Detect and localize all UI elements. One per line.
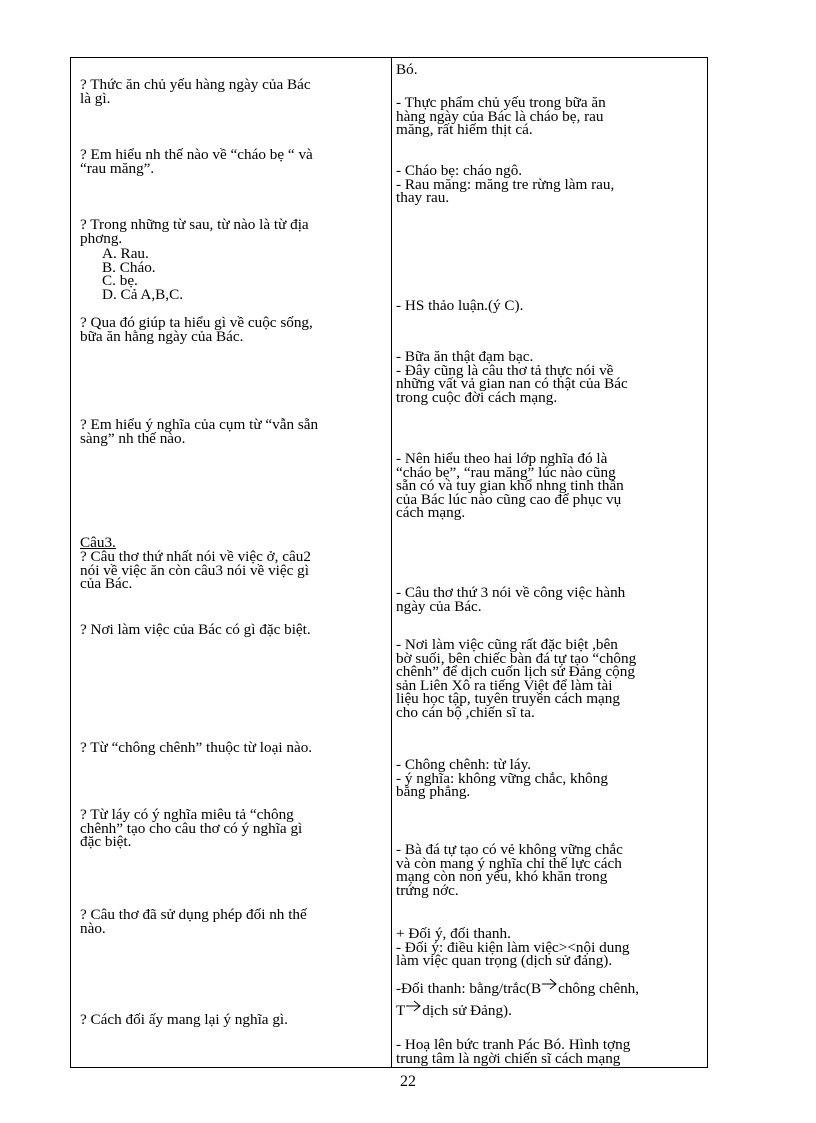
option-a: A. Rau. xyxy=(102,245,149,262)
page-number: 22 xyxy=(400,1073,416,1090)
option-d: D. Cả A,B,C. xyxy=(102,285,184,303)
answer-main-food: - Thực phẩm chủ yếu trong bữa ăn hàng ngày của Bác là cháo bẹ, rau măng, rất hiếm thịt cá. xyxy=(396,94,606,138)
question-reduplicative: ? Từ láy có ý nghĩa miêu tả “chông chênh” tạo cho câu thơ có ý nghĩa gì đặc biệt. xyxy=(80,806,303,850)
question-workplace: ? Nơi làm việc của Bác có gì đặc biệt. xyxy=(80,621,311,638)
question-meaning: ? Cách đối ấy mang lại ý nghĩa gì. xyxy=(80,1011,288,1028)
question-third-verse: ? Câu thơ thứ nhất nói về việc ở, câu2 nói về việc ăn còn câu3 nói về việc gì của Bác. xyxy=(80,548,311,592)
question-dialect-word: ? Trong những từ sau, từ nào là từ địa phơng. xyxy=(80,216,309,247)
question-chao-be: ? Em hiểu nh thế nào về “cháo bẹ “ và “rau măng”. xyxy=(80,146,313,177)
answer-parallelism: + Đối ý, đối thanh. - Đối ý: điều kiện làm việc><nội dung làm việc quan trọng (dịch sử đảng). xyxy=(396,925,630,969)
answer-tone-contrast: -Đối thanh: bằng/trắc(B chông chênh, T dịch sử Đảng). xyxy=(396,980,640,1019)
option-b: B. Cháo. xyxy=(102,258,156,276)
arrow-right-icon xyxy=(405,1000,422,1012)
question-parallelism: ? Câu thơ đã sử dụng phép đối nh thế nào. xyxy=(80,906,307,937)
answer-reduplicative: - Bà đá tự tạo có vẻ không vững chắc và còn mang ý nghĩa chỉ thế lực cách mạng còn non yếu, khó khăn trong trứng nớc. xyxy=(396,841,623,899)
section-heading-cau3: Câu3. xyxy=(80,534,116,551)
question-main-food: ? Thức ăn chủ yếu hàng ngày của Bác là gì. xyxy=(80,76,311,107)
answer-bo: Bó. xyxy=(396,61,418,78)
answer-chao-be: - Cháo bẹ: cháo ngô. - Rau măng: măng tre rừng làm rau, thay rau. xyxy=(396,162,615,206)
answer-daily-life: - Bữa ăn thật đạm bạc. - Đây cũng là câu thơ tả thực nói về những vất vả gian nan có thật của Bác trong cuộc đời cách mạng. xyxy=(396,348,628,406)
question-van-san-sang: ? Em hiểu ý nghĩa của cụm từ “vẫn sẵn sàng” nh thế nào. xyxy=(80,416,319,447)
option-c: C. bẹ. xyxy=(102,272,138,289)
answer-workplace: - Nơi làm việc cũng rất đặc biệt ,bên bờ suối, bên chiếc bàn đá tự tạo “chông chênh” để dịch cuốn lịch sử Đảng cộng sản Liên Xô ra tiếng Việt để làm tài liệu học tập, tuyên truyền cách mạng cho cán bộ ,chiến sĩ ta. xyxy=(396,636,637,721)
column-divider xyxy=(391,58,392,1067)
arrow-right-icon xyxy=(541,978,558,990)
answer-van-san-sang: - Nên hiểu theo hai lớp nghĩa đó là “cháo bẹ”, “rau măng” lúc nào cũng sẵn có và tuy gian khổ nhng tinh thần của Bác lúc nào cũng cao để phục vụ cách mạng. xyxy=(396,450,624,521)
answer-options xyxy=(80,247,404,301)
answer-third-verse: - Câu thơ thứ 3 nói về công việc hành ngày của Bác. xyxy=(396,584,626,615)
answer-word-class: - Chông chênh: từ láy. - ý nghĩa: không vững chắc, không bằng phẳng. xyxy=(396,756,608,800)
answer-meaning: - Hoạ lên bức tranh Pác Bó. Hình tợng trung tâm là ngời chiến sĩ cách mạng xyxy=(396,1036,631,1067)
question-daily-life: ? Qua đó giúp ta hiểu gì về cuộc sống, bữa ăn hằng ngày của Bác. xyxy=(80,314,313,345)
lesson-table xyxy=(70,57,708,1068)
answer-discussion: - HS thảo luận.(ý C). xyxy=(396,297,524,314)
question-word-class: ? Từ “chông chênh” thuộc từ loại nào. xyxy=(80,739,313,756)
